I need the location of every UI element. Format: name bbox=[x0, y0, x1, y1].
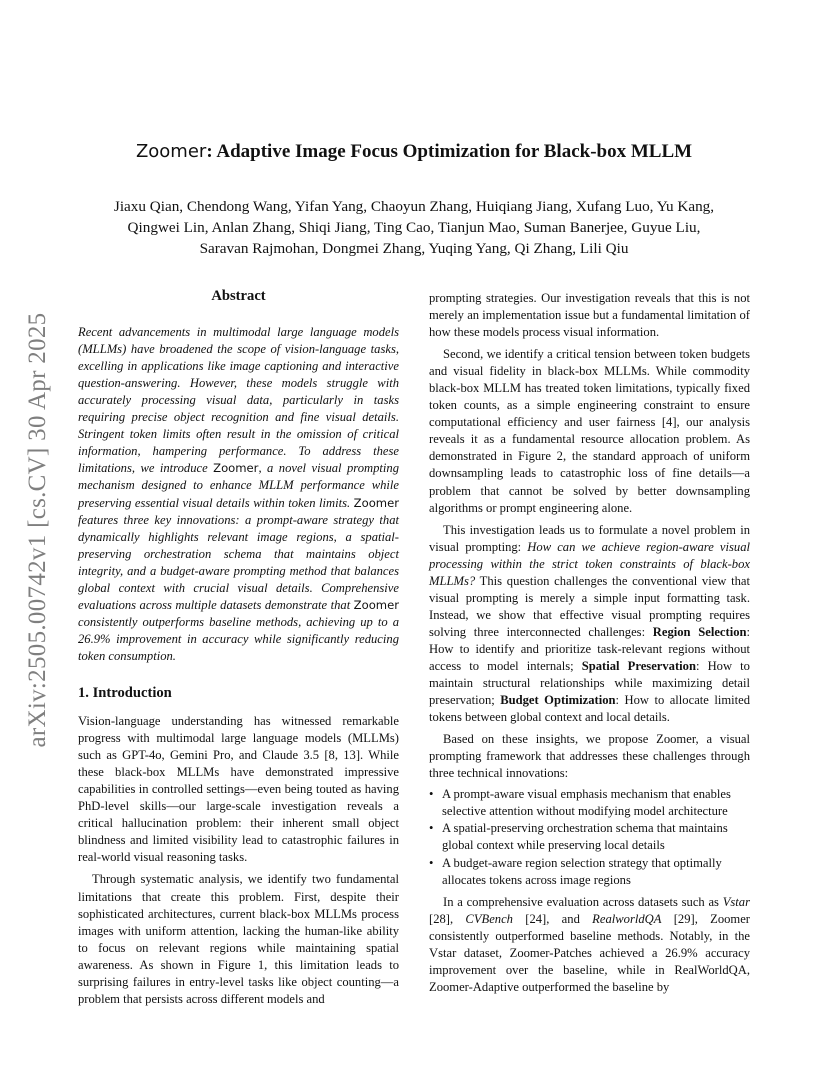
paragraph-text: [28], bbox=[429, 911, 466, 926]
intro-paragraph: Vision-language understanding has witnessed remarkable progress with multimodal large language models (MLLMs) such as GPT-4o, Gemini Pro, and Claude 3.5 [8, 13]. While these black-box MLLMs have demonstrated impressive capabilities in controlled settings—even being touted as having PhD-level skills—our large-scale investigation reveals a critical hallucination problem: their inherent small object blindness and limited visibility lead to catastrophic failures in real-world visual reasoning tasks. bbox=[78, 714, 399, 865]
intro-paragraph-continued: prompting strategies. Our investigation reveals that this is not merely an implementation issue but a fundamental limitation of how these models process visual information. bbox=[429, 291, 750, 340]
intro-paragraph: Through systematic analysis, we identify two fundamental limitations that create this problem. First, despite their sophisticated architectures, current black-box MLLMs process images with uniform attention, lacking the human-like ability to focus on relevant regions while maintaining spatial awareness. As shown in Figure 1, this limitation leads to surprising failures in entry-level tasks like object counting—a problem that persists across different models and bbox=[78, 872, 399, 1006]
paragraph-text: This investigation leads us to formulate a novel problem in visual prompting: bbox=[429, 522, 750, 554]
abstract-text: Recent advancements in multimodal large language models (MLLMs) have broadened the scope of vision-language tasks, excelling in applications like image captioning and interactive question-answering. However, these models struggle with accurately processing visual data, particularly in tasks requiring precise object recognition and fine visual details. Stringent token limits often result in the omission of critical information, hampering performance. To address these limitations, we introduce bbox=[78, 325, 399, 476]
challenge-name: Spatial Preservation bbox=[581, 658, 696, 673]
abstract-body bbox=[78, 324, 399, 665]
research-question: How can we achieve region-aware visual processing within the strict token constraints of black-box MLLMs? bbox=[429, 539, 750, 588]
right-column bbox=[429, 290, 750, 996]
paragraph-text: : How to allocate limited tokens between global context and local details. bbox=[429, 693, 751, 725]
paragraph-text: This question challenges the conventional view that visual prompting is merely a simple input formatting task. Instead, we show that effective visual prompting requires solving three interconnected challenges: bbox=[429, 573, 750, 639]
abstract-heading: Abstract bbox=[211, 288, 266, 304]
paragraph-text: [24], and bbox=[512, 911, 593, 926]
dataset-name: CVBench bbox=[465, 911, 513, 926]
list-item: • A spatial-preserving orchestration schema that maintains global context while preserving local details bbox=[429, 820, 750, 854]
challenge-name: Region Selection bbox=[652, 624, 747, 639]
author-line: Jiaxu Qian, Chendong Wang, Yifan Yang, Chaoyun Zhang, Huiqiang Jiang, Xufang Luo, Yu Kang, bbox=[113, 198, 715, 215]
author-line: Qingwei Lin, Anlan Zhang, Shiqi Jiang, Ting Cao, Tianjun Mao, Suman Banerjee, Guyue Liu, bbox=[127, 219, 701, 236]
paragraph-text: : How to maintain structural relationships while maximizing detail preservation; bbox=[429, 658, 750, 708]
list-item: • A prompt-aware visual emphasis mechanism that enables selective attention without modifying model architecture bbox=[429, 786, 750, 820]
intro-paragraph: Based on these insights, we propose Zoomer, a visual prompting framework that addresses these challenges through three technical innovations: bbox=[429, 732, 750, 781]
system-name: Zoomer bbox=[213, 461, 259, 476]
intro-paragraph bbox=[429, 894, 750, 996]
intro-paragraph: Second, we identify a critical tension between token budgets and visual fidelity in black-box MLLMs. While commodity black-box MLLM has treated token limitations, typically fixed token counts, as a simple engineering constraint to ensure computational efficiency and user fairness [4], our analysis reveals it as a fundamental resource allocation problem. As demonstrated in Figure 2, the standard approach of uniform downsampling leads to catastrophic loss of fine details—a problem that cannot be solved by better downsampling algorithms or prompt engineering alone. bbox=[429, 347, 750, 515]
paragraph-text: : How to identify and prioritize task-relevant regions without access to model internals; bbox=[429, 624, 750, 673]
left-column bbox=[78, 288, 399, 1008]
system-name: Zoomer bbox=[353, 597, 399, 612]
arxiv-watermark bbox=[18, 285, 58, 775]
section-heading-introduction: 1. Introduction bbox=[78, 684, 172, 701]
abstract-text: consistently outperforms baseline methods, achieving up to a 26.9% improvement in accuracy while significantly reducing token consumption. bbox=[78, 614, 399, 663]
innovation-list bbox=[429, 786, 750, 888]
list-item: • A budget-aware region selection strategy that optimally allocates tokens across image regions bbox=[429, 855, 750, 889]
title-system-name: Zoomer bbox=[135, 141, 207, 162]
paragraph-text: [29], Zoomer consistently outperformed baseline methods. Notably, in the Vstar dataset, Zoomer-Patches achieved a 26.9% accuracy improvement over the baseline, while in RealWorldQA, Zoomer-Adaptive outperformed the baseline by bbox=[429, 911, 751, 994]
abstract-text: , a novel visual prompting mechanism designed to enhance MLLM performance while preserving essential visual details within token limits. bbox=[78, 461, 399, 510]
intro-paragraph bbox=[429, 522, 750, 727]
arxiv-id: arXiv:2505.00742v1 [cs.CV] 30 Apr 2025 bbox=[24, 312, 51, 748]
author-list bbox=[100, 196, 728, 259]
challenge-name: Budget Optimization bbox=[500, 693, 616, 708]
paragraph-text: In a comprehensive evaluation across datasets such as bbox=[443, 894, 723, 909]
abstract-text: features three key innovations: a prompt-aware strategy that dynamically highlights relevant image regions, a spatial-preserving orchestration schema that maintains object integrity, and a budget-aware prompting method that balances global context with crucial visual details. Comprehensive evaluations across multiple datasets demonstrate that bbox=[78, 512, 399, 612]
dataset-name: RealworldQA bbox=[592, 911, 662, 926]
dataset-name: Vstar bbox=[722, 894, 750, 909]
title-text: : Adaptive Image Focus Optimization for Black-box MLLM bbox=[206, 141, 693, 162]
author-line: Saravan Rajmohan, Dongmei Zhang, Yuqing Yang, Qi Zhang, Lili Qiu bbox=[199, 240, 629, 257]
paper-title bbox=[0, 141, 828, 163]
system-name: Zoomer bbox=[353, 495, 399, 510]
